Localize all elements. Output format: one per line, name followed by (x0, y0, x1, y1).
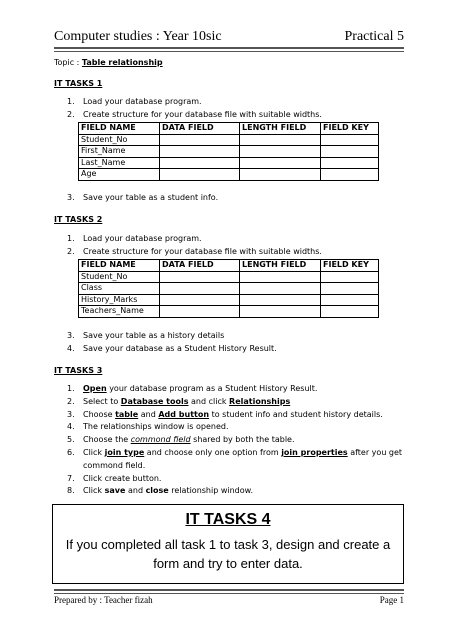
task3-heading: IT TASKS 3 (54, 366, 103, 375)
col-field-name: FIELD NAME (79, 260, 160, 272)
list-item: 3. Choose table and Add button to student info and student history details. (67, 409, 383, 419)
task2-steps (67, 233, 407, 259)
list-item: 2. Create structure for your database file with suitable widths. (67, 109, 322, 119)
table-header-row (79, 260, 379, 272)
task2-heading: IT TASKS 2 (54, 215, 103, 224)
list-item: 8. Click save and close relationship window. (67, 486, 254, 496)
table-row: History_Marks (79, 294, 379, 306)
prepared-by: Prepared by : Teacher fizah (54, 595, 153, 605)
table-row: Student_No (79, 134, 379, 146)
list-item: 1. Load your database program. (67, 234, 202, 243)
list-item: 6. Click join type and choose only one option from join properties after you get commond field. (67, 447, 403, 470)
list-item: 4. The relationships window is opened. (67, 422, 229, 432)
list-item: 2. Create structure for your database file with suitable widths. (67, 246, 322, 256)
table-header-row (79, 123, 379, 135)
table-row: Last_Name (79, 157, 379, 169)
task4-box (52, 504, 404, 584)
col-length-field: LENGTH FIELD (240, 260, 321, 272)
practical-number: Practical 5 (344, 29, 404, 44)
document-title: Computer studies : Year 10sic (54, 29, 222, 44)
list-item: 7. Click create button. (67, 473, 162, 483)
header-divider-thin (54, 51, 404, 52)
task4-heading: IT TASKS 4 (185, 511, 271, 528)
list-item: 4. Save your database as a Student History Result. (67, 343, 277, 353)
topic-label: Topic : (54, 58, 82, 67)
header-divider (54, 47, 404, 49)
col-data-field: DATA FIELD (160, 123, 240, 135)
footer-divider (54, 589, 404, 591)
table-row: Teachers_Name (79, 306, 379, 318)
task1-heading: IT TASKS 1 (54, 79, 103, 88)
task3-steps (67, 383, 407, 498)
task2-field-table (78, 259, 379, 318)
footer-divider-thin (54, 593, 404, 594)
list-item: 2. Select to Database tools and click Relationships (67, 396, 291, 406)
list-item: 5. Choose the commond field shared by both the table. (67, 435, 295, 445)
task1-steps (67, 96, 407, 122)
table-row: Class (79, 283, 379, 295)
col-length-field: LENGTH FIELD (240, 123, 321, 135)
task1-save-step (67, 192, 407, 205)
page-number: Page 1 (379, 595, 404, 605)
list-item: 1. Open your database program as a Student History Result. (67, 384, 318, 393)
col-field-name: FIELD NAME (79, 123, 160, 135)
list-item: 3. Save your table as a student info. (67, 193, 219, 202)
task2-save-steps (67, 330, 407, 356)
table-row: Student_No (79, 271, 379, 283)
col-field-key: FIELD KEY (321, 260, 379, 272)
task4-body: If you completed all task 1 to task 3, design and create a form and try to enter data. (65, 537, 391, 571)
table-row: First_Name (79, 146, 379, 158)
topic-value: Table relationship (81, 58, 163, 67)
table-row: Age (79, 169, 379, 181)
topic-line (54, 56, 163, 69)
list-item: 3. Save your table as a history details (67, 331, 225, 340)
page-header (54, 27, 404, 45)
page-footer (54, 595, 404, 605)
task1-field-table (78, 122, 379, 181)
col-field-key: FIELD KEY (321, 123, 379, 135)
col-data-field: DATA FIELD (160, 260, 240, 272)
list-item: 1. Load your database program. (67, 97, 202, 106)
